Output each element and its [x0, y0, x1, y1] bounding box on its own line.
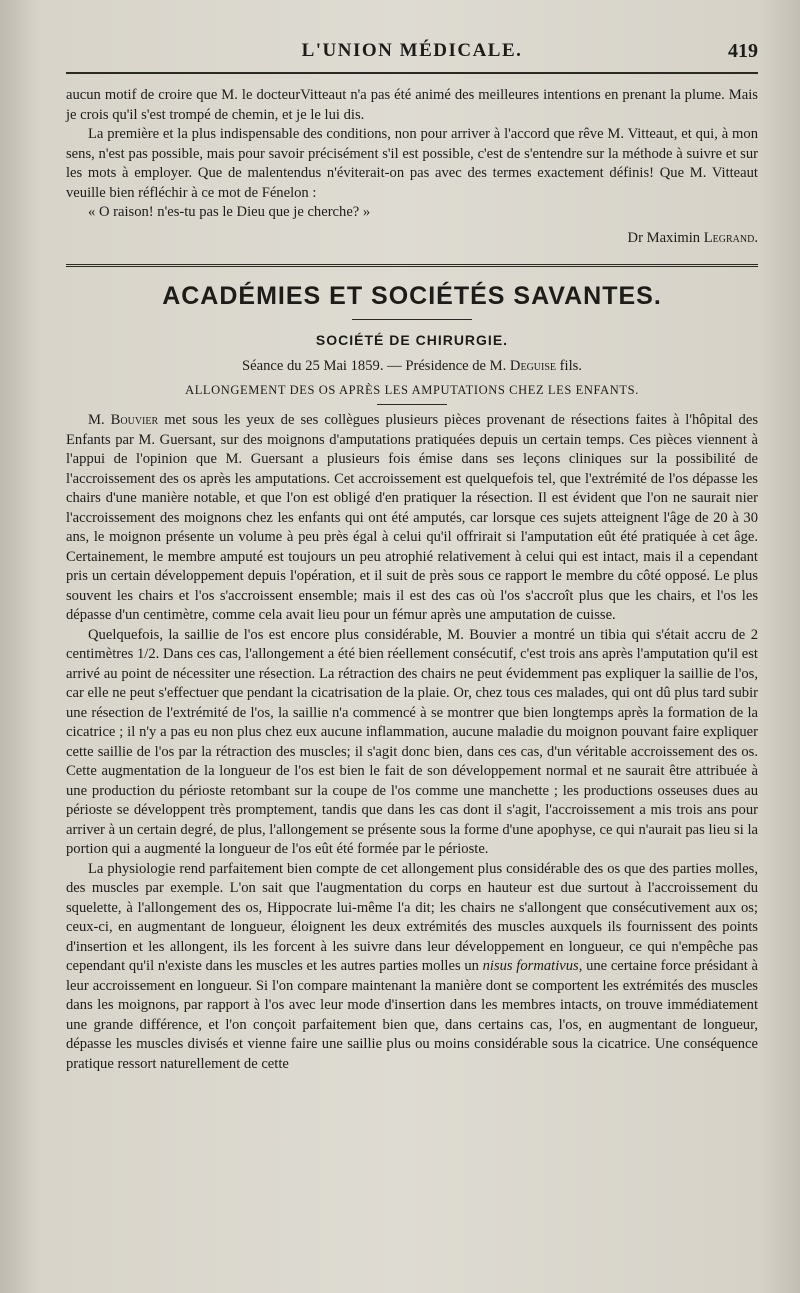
- signature: [66, 229, 758, 249]
- signature-name: Legrand.: [703, 229, 758, 246]
- section-title: ACADÉMIES ET SOCIÉTÉS SAVANTES.: [162, 282, 662, 310]
- latin-term: nisus formativus: [482, 958, 579, 974]
- article-subheading: ALLONGEMENT DES OS APRÈS LES AMPUTATIONS CHEZ LES ENFANTS.: [185, 383, 639, 397]
- intro-paragraph-1: aucun motif de croire que M. le docteurVitteaut n'a pas été animé des meilleures intentions en prenant la plume. Mais je crois qu'il s'est trompé de chemin, et je le lui dis.: [66, 87, 758, 123]
- seance-suffix: fils.: [556, 358, 582, 374]
- page-header: [66, 40, 758, 70]
- intro-paragraph-2: La première et la plus indispensable des conditions, non pour arriver à l'accord que rêve M. Vitteaut, et qui, à mon sens, n'est pas possible, mais pour savoir précisément s'il est possible, c'est de s'entendre sur la méthode à suivre et sur les mots à employer. Que de malentendus n'éviterait-on pas avec des termes exactement définis! Que M. Vitteaut veuille bien réfléchir à ce mot de Fénelon :: [66, 126, 758, 201]
- seance-president: Deguise: [509, 358, 557, 374]
- body-paragraph-1-text: met sous les yeux de ses collègues plusieurs pièces provenant de résections faites à l'hôpital des Enfants par M. Guersant, sur des moignons d'amputations pratiquées depuis un certain temps. Ces pièces viennent à l'appui de l'opinion que M. Guersant a plusieurs fois émise dans ses leçons cliniques sur la possibilité de l'accroissement des os après les amputations. Cet accroissement est quelquefois tel, que l'extrémité de l'os dépasse les chairs d'une manière notable, et que l'on est obligé d'en pratiquer la résection. Il est évident que l'on ne saurait nier l'accroissement des moignons chez les enfants qui ont été amputés, car lorsque ces sujets atteignent l'âge de 20 à 30 ans, le moignon présente un volume à peu près égal à celui qu'il offrirait si l'amputation eût été pratiquée à cet âge. Certainement, le membre amputé est toujours un peu atrophié relativement à celui qui est intact, mais il a cependant pris un certain développement depuis l'opération, et il suit de près sous ce rapport le membre du côté opposé. Le plus souvent les chairs et l'os s'accroissent ensemble; mais il est des cas où l'os s'accroît plus que les chairs, et l'os les dépasse d'un centimètre, comme cela avait lieu pour un fémur après une amputation de cuisse.: [66, 412, 759, 623]
- section-separator: [66, 264, 758, 270]
- page-number: 419: [728, 40, 758, 62]
- signature-prefix: Dr Maximin: [627, 229, 704, 246]
- title-rule: [352, 319, 472, 320]
- body-paragraph-3a: La physiologie rend parfaitement bien compte de cet allongement plus considérable des os que des parties molles, des muscles par exemple. L'on sait que l'augmentation du corps en hauteur est due surtout à l'accroissement du squelette, à l'allongement des os, Hippocrate lui-même l'a dit; les chairs ne s'allongent que consécutivement aux os; ceux-ci, en augmentant de longueur, éloignent les deux extrémités des muscles auxquels ils fournissent des points d'insertion et les allongent, ils les forcent à les suivre dans leur développement en longueur, ce qui n'empêche pas cependant qu'il n'existe dans les muscles et les autres parties molles un: [66, 860, 758, 974]
- body-paragraph-1: [66, 411, 758, 626]
- fenelon-quote: « O raison! n'es-tu pas le Dieu que je cherche? »: [88, 204, 371, 220]
- body-paragraph-3b: , une certaine force présidant à leur accroissement en longueur. Si l'on compare maintenant la manière dont se comportent les extrémités des muscles dans les moignons, par rapport à l'os avec leur mode d'insertion dans les membres intacts, on trouve immédiatement une grande différence, et l'on conçoit parfaitement bien que, dans certains cas, l'os, en augmentant de longueur, dépasse les muscles divisés et vienne faire une saillie plus ou moins considérable sous la cicatrice. Une conséquence pratique ressort naturellement de cette: [66, 958, 758, 1072]
- body-lead: M.: [88, 412, 111, 428]
- society-name: SOCIÉTÉ DE CHIRURGIE.: [315, 332, 509, 348]
- seance-prefix: Séance du 25 Mai 1859. — Présidence de M.: [242, 358, 510, 374]
- seance-line: [66, 358, 758, 375]
- author-name: Bouvier: [110, 412, 159, 428]
- subheading-rule: [377, 404, 447, 405]
- body-paragraph-2: Quelquefois, la saillie de l'os est encore plus considérable, M. Bouvier a montré un tibia qui s'était accru de 2 centimètres 1/2. Dans ces cas, l'allongement a été bien réellement consécutif, c'est trois ans après l'amputation qu'il est arrivé au point de nécessiter une résection. La rétraction des chairs ne peut évidemment pas expliquer la saillie de l'os, car elle ne peut s'effectuer que pendant la cicatrisation de la plaie. Or, chez tous ces malades, qui ont dû plus tard subir une résection de l'extrémité de l'os, la saillie n'a commencé à se montrer que bien longtemps après la formation de la cicatrice ; il n'y a pas eu non plus chez eux aucune inflammation, aucune maladie du moignon pouvant faire expliquer cette saillie de l'os par la rétraction des muscles; il s'agit donc bien, dans ces cas, d'un véritable accroissement des os. Cette augmentation de la longueur de l'os est bien le fait de son développement normal et ne saurait être attribuée à une production du périoste retombant sur la coupe de l'os comme une manchette ; les productions osseuses dues au périoste se développent très promptement, tandis que dans les cas dont il s'agit, l'accroissement a mis trois ans pour arriver à un certain degré, de plus, l'allongement se présente sous la forme d'une apophyse, ce qui n'aurait pas lieu si la portion qui a augmenté la longueur de l'os eût été formée par le périoste.: [66, 626, 758, 857]
- body-paragraph-3: [66, 860, 758, 1075]
- journal-title: L'UNION MÉDICALE.: [301, 40, 523, 61]
